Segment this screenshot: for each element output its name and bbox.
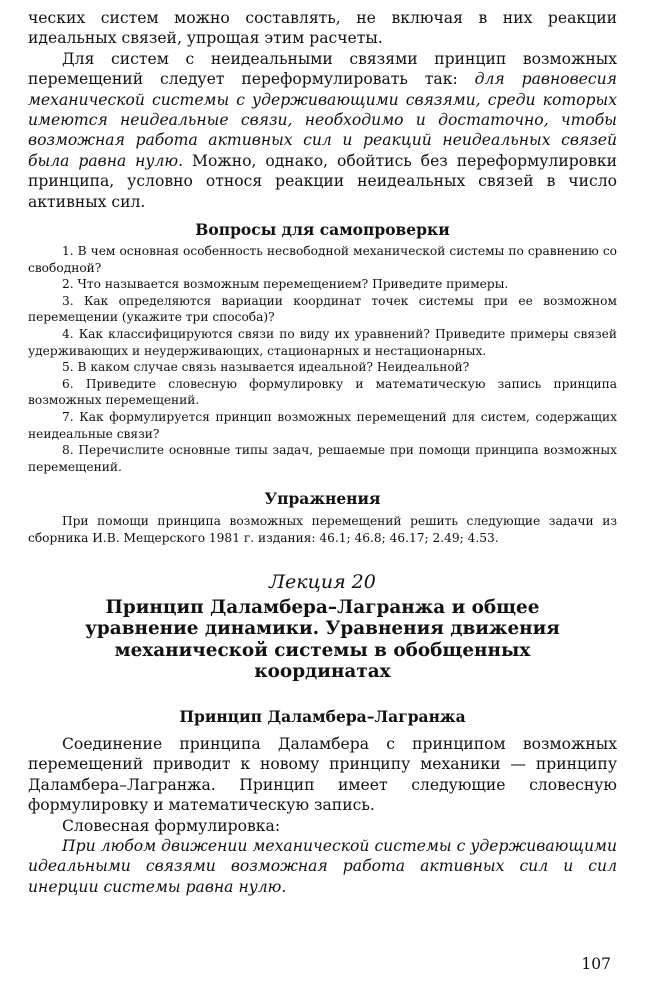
page-number: 107 <box>581 955 611 973</box>
question-item: 2. Что называется возможным перемещением? Приведите примеры. <box>62 277 509 292</box>
question-item: 7. Как формулируется принцип возможных перемещений для систем, содержащих неидеальные связи? <box>28 410 617 441</box>
principle-statement: При любом движении механической системы с удерживающими идеальными связями возможная работа активных сил и сил инерции системы равна нулю. <box>28 837 617 896</box>
question-item: 4. Как классифицируются связи по виду их уравнений? Приведите примеры связей удерживающих и неудерживающих, стационарных и нестационарных. <box>28 327 617 358</box>
question-item: 1. В чем основная особенность несвободной механической системы по сравнению со свободной? <box>28 244 617 275</box>
paragraph-italic-statement: для равновесия механической системы с удерживающими связями, среди которых имеются неидеальные связи, необходимо и достаточно, чтобы возможная работа активных сил и реакций неидеальных связей была равна нулю. <box>28 70 618 170</box>
paragraph-plain-text: Для систем с неидеальными связями принцип возможных перемещений следует переформулировать так: <box>28 49 617 89</box>
questions-list <box>28 243 617 475</box>
exercises-text: При помощи принципа возможных перемещений решить следующие задачи из сборника И.В. Мещерского 1981 г. издания: 46.1; 46.8; 46.17; 2.49; 4.53. <box>28 514 617 546</box>
paragraph-tail-text: Можно, однако, обойтись без переформулировки принципа, условно относя реакции неидеальных связей в число активных сил. <box>28 151 617 211</box>
nonideal-constraints-paragraph <box>28 49 617 212</box>
lecture-title: Принцип Даламбера–Лагранжа и общее уравнение динамики. Уравнения движения механической системы в обобщенных координатах <box>85 596 560 683</box>
section-paragraph: Словесная формулировка: <box>62 816 281 835</box>
lecture-label: Лекция 20 <box>269 570 376 593</box>
question-item: 8. Перечислите основные типы задач, решаемые при помощи принципа возможных перемещений. <box>28 443 617 474</box>
question-item: 5. В каком случае связь называется идеальной? Неидеальной? <box>62 360 470 375</box>
exercises-heading: Упражнения <box>264 489 381 509</box>
questions-heading: Вопросы для самопроверки <box>195 220 450 240</box>
section-heading: Принцип Даламбера–Лагранжа <box>179 706 466 726</box>
section-paragraph: Соединение принципа Даламбера с принципом возможных перемещений приводит к новому принципу механики — принципу Даламбера–Лагранжа. Принцип имеет следующие словесную формулировку и математическую запись. <box>28 734 617 815</box>
question-item: 3. Как определяются вариации координат точек системы при ее возможном перемещении (укажите три способа)? <box>28 293 617 325</box>
question-item: 6. Приведите словесную формулировку и математическую запись принципа возможных перемещений. <box>28 376 617 408</box>
continued-paragraph: ческих систем можно составлять, не включая в них реакции идеальных связей, упрощая этим расчеты. <box>28 9 617 48</box>
